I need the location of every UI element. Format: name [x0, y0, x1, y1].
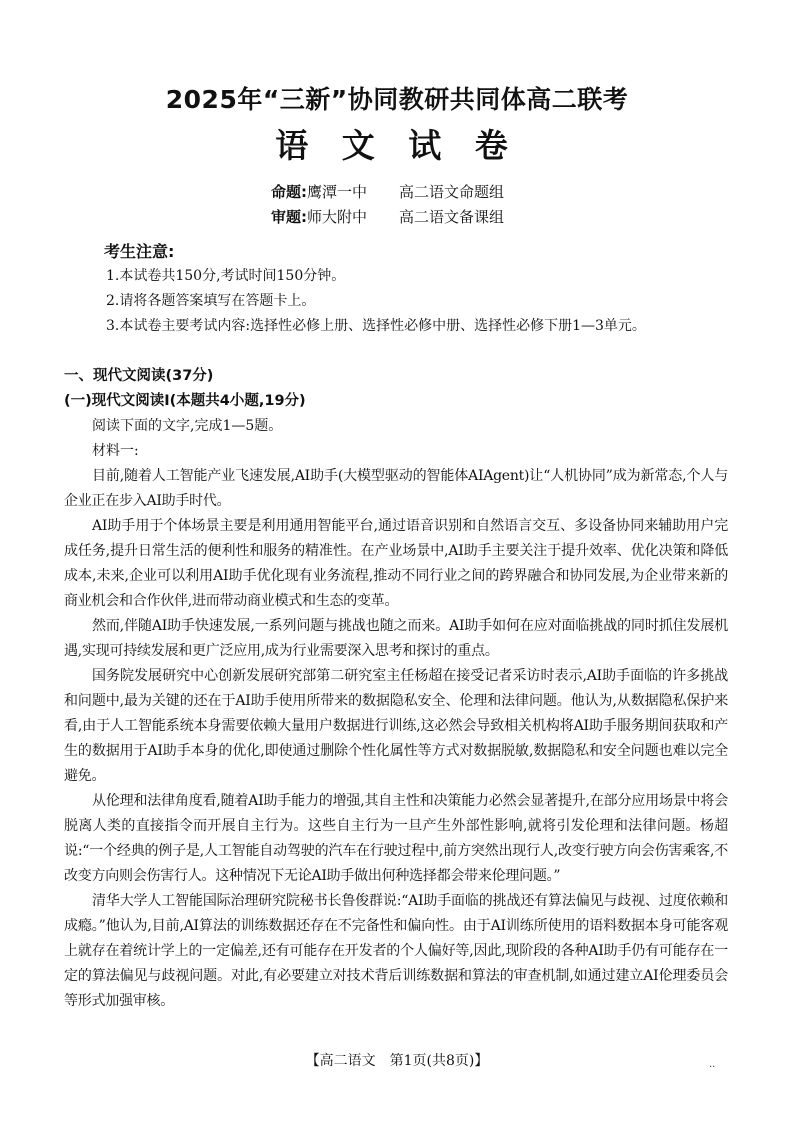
credit-role: 命题: [271, 183, 307, 201]
credit-org: 鹰潭一中 [307, 183, 368, 201]
exam-title: 2025年“三新”协同教研共同体高二联考 [165, 85, 629, 114]
section-subheading: (一)现代文阅读Ⅰ(本题共4小题,19分) [64, 393, 306, 409]
paragraph: 目前,随着人工智能产业飞速发展,AI助手(大模型驱动的智能体AIAgent)让“人机协同”成为新常态,个人与企业正在步入AI助手时代。 [64, 468, 728, 509]
reading-section [64, 364, 728, 1014]
material-label: 材料一: [92, 443, 139, 459]
instruction-text: 阅读下面的文字,完成1—5题。 [92, 418, 283, 434]
exam-subject-title: 语 文 试 卷 [275, 126, 519, 165]
paragraph: AI助手用于个体场景主要是利用通用智能平台,通过语音识别和自然语言交互、多设备协同来辅助用户完成任务,提升日常生活的便利性和服务的精准性。在产业场景中,AI助手主要关注于提升效率、优化决策和降低成本,未来,企业可以利用AI助手优化现有业务流程,推动不同行业之间的跨界融合和协同发展,为企业带来新的商业机会和合作伙伴,进而带动商业模式和生态的变革。 [64, 518, 728, 609]
credit-role: 审题: [271, 208, 307, 226]
notice-item: 3.本试卷主要考试内容:选择性必修上册、选择性必修中册、选择性必修下册1—3单元。 [106, 318, 646, 334]
notice-title: 考生注意: [104, 242, 175, 261]
paragraph: 国务院发展研究中心创新发展研究部第二研究室主任杨超在接受记者采访时表示,AI助手面临的许多挑战和问题中,最为关键的还在于AI助手使用所带来的数据隐私安全、伦理和法律问题。他认为,从数据隐私保护来看,由于人工智能系统本身需要依赖大量用户数据进行训练,这必然会导致相关机构将AI助手服务期间获取和产生的数据用于AI助手本身的优化,即使通过删除个性化属性等方式对数据脱敏,数据隐私和安全问题也难以完全避免。 [64, 668, 728, 784]
corner-mark: ·· [709, 1062, 716, 1073]
credit-row-setter [271, 180, 504, 205]
paragraph: 从伦理和法律角度看,随着AI助手能力的增强,其自主性和决策能力必然会显著提升,在部分应用场景中将会脱离人类的直接指令而开展自主行为。这些自主行为一旦产生外部性影响,就将引发伦理和法律问题。杨超说:“一个经典的例子是,人工智能自动驾驶的汽车在行驶过程中,前方突然出现行人,改变行驶方向会伤害乘客,不改变方向则会伤害行人。这种情况下无论AI助手做出何种选择都会带来伦理问题。” [64, 793, 728, 884]
section-heading: 一、现代文阅读(37分) [64, 368, 214, 384]
credit-group: 高二语文备课组 [399, 208, 505, 226]
credit-org: 师大附中 [307, 208, 368, 226]
candidate-notice [104, 240, 744, 339]
credit-group: 高二语文命题组 [399, 183, 505, 201]
paragraph: 清华大学人工智能国际治理研究院秘书长鲁俊群说:“AI助手面临的挑战还有算法偏见与歧视、过度依赖和成瘾。”他认为,目前,AI算法的训练数据还存在不完备性和偏向性。由于AI训练所使用的语料数据本身可能客观上就存在着统计学上的一定偏差,还有可能存在开发者的个人偏好等,因此,现阶段的各种AI助手仍有可能存在一定的算法偏见与歧视问题。对此,有必要建立对技术背后训练数据和算法的审查机制,如通过建立AI伦理委员会等形式加强审核。 [64, 893, 728, 1009]
credits-block [271, 180, 504, 230]
page-footer: 【高二语文 第1页(共8页)】 [305, 1053, 489, 1069]
credit-row-reviewer [271, 205, 504, 230]
notice-item: 1.本试卷共150分,考试时间150分钟。 [106, 268, 346, 284]
notice-item: 2.请将各题答案填写在答题卡上。 [106, 293, 316, 309]
paragraph: 然而,伴随AI助手快速发展,一系列问题与挑战也随之而来。AI助手如何在应对面临挑战的同时抓住发展机遇,实现可持续发展和更广泛应用,成为行业需要深入思考和探讨的重点。 [64, 618, 728, 659]
